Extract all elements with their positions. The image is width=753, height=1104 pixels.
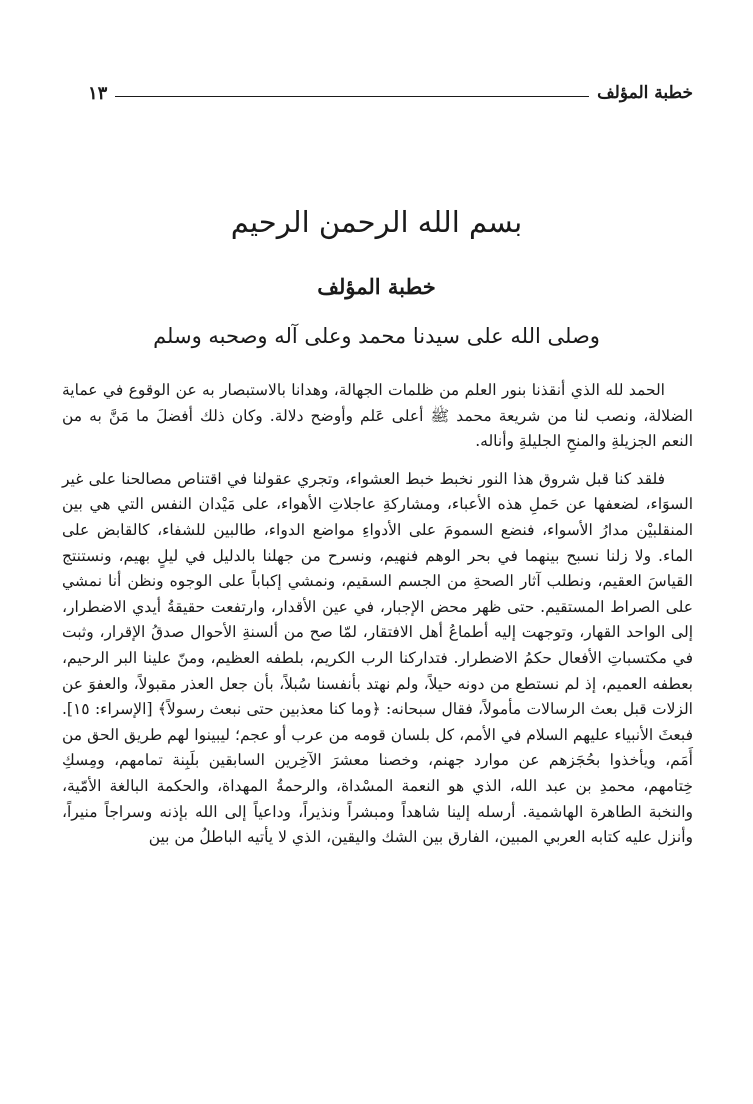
salutation-line: وصلى الله على سيدنا محمد وعلى آله وصحبه وسلم <box>153 324 600 348</box>
header-rule <box>115 96 589 97</box>
section-title: خطبة المؤلف <box>317 274 436 299</box>
running-title: خطبة المؤلف <box>597 83 693 103</box>
body-text <box>62 378 693 851</box>
page-number: ١٣ <box>88 82 108 104</box>
running-header <box>88 78 693 108</box>
basmala-heading: بسم الله الرحمن الرحيم <box>230 205 523 239</box>
paragraph-1: الحمد لله الذي أنقذنا بنور العلم من ظلمات الجهالة، وهدانا بالاستبصار به عن الوقوع في عماية الضلالة، ونصب لنا من شريعة محمد ﷺ أعلى عَلم وأوضح دلالة. وكان ذلك أفضلَ ما مَنَّ به من النعم الجزيلةِ والمنحِ الجليلةِ وأناله. <box>62 381 693 451</box>
paragraph-2: فلقد كنا قبل شروق هذا النور نخبط خبط العشواء، وتجري عقولنا في اقتناص مصالحنا على غير السوَاء، لضعفها عن حَملِ هذه الأعباء، ومشاركةِ عاجلاتِ الأهواء، على مَيْدان النفس التي هي بين المنقلبيْن مدارُ الأسواء، فنضع السمومَ على الأدواءِ مواضع الدواء، طالبين للشفاء، كالقابض على الماء. ولا زلنا نسبح بينهما في بحر الوهم فنهيم، ونسرح من جهلنا بالدليل في ليلٍ بهيم، ونستنتج القياسَ العقيم، ونطلب آثار الصحةِ من الجسم السقيم، ونمشي إكباباً على الوجوه ونظن أنا نمشي على الصراط المستقيم. حتى ظهر محض الإجبار، في عين الأقدار، وارتفعت حقيقةُ أيدي الاضطرار، إلى الواحد القهار، وتوجهت إليه أطماعُ أهل الافتقار، لمّا صح من ألسنةِ الأحوال صدقُ الإقرار، وثبت في مكتسباتِ الأفعال حكمُ الاضطرار. فتداركنا الرب الكريم، بلطفه العظيم، ومنّ علينا البر الرحيم، بعطفه العميم، إذ لم نستطع من دونه حيلاً، ولم نهتد بأنفسنا سُبلاً، بأن جعل العذر مقبولاً، والعفوَ عن الزلات قبل بعث الرسالات مأمولاً، فقال سبحانه: ﴿وما كنا معذبين حتى نبعث رسولاً﴾ [الإسراء: ١٥]. فبعثَ الأنبياء عليهم السلام في الأمم، كل بلسان قومه من عرب أو عجم؛ ليبينوا لهم طريق الحق من أَمَم، ويأخذوا بحُجَزهم عن موارد جهنم، وخصنا معشرَ الآخِرين السابقين بلَبِنة تمامهم، ومِسكِ خِتامهم، محمدِ بن عبد الله، الذي هو النعمة المسْداة، والرحمةُ المهداة، والحكمة البالغة الأمّية، والنخبة الطاهرة الهاشمية. أرسله إلينا شاهداً ومبشراً ونذيراً، وداعياً إلى الله بإذنه وسراجاً منيراً، وأنزل عليه كتابه العربي المبين، الفارق بين الشك واليقين، الذي لا يأتيه الباطلُ من بين <box>62 469 693 847</box>
